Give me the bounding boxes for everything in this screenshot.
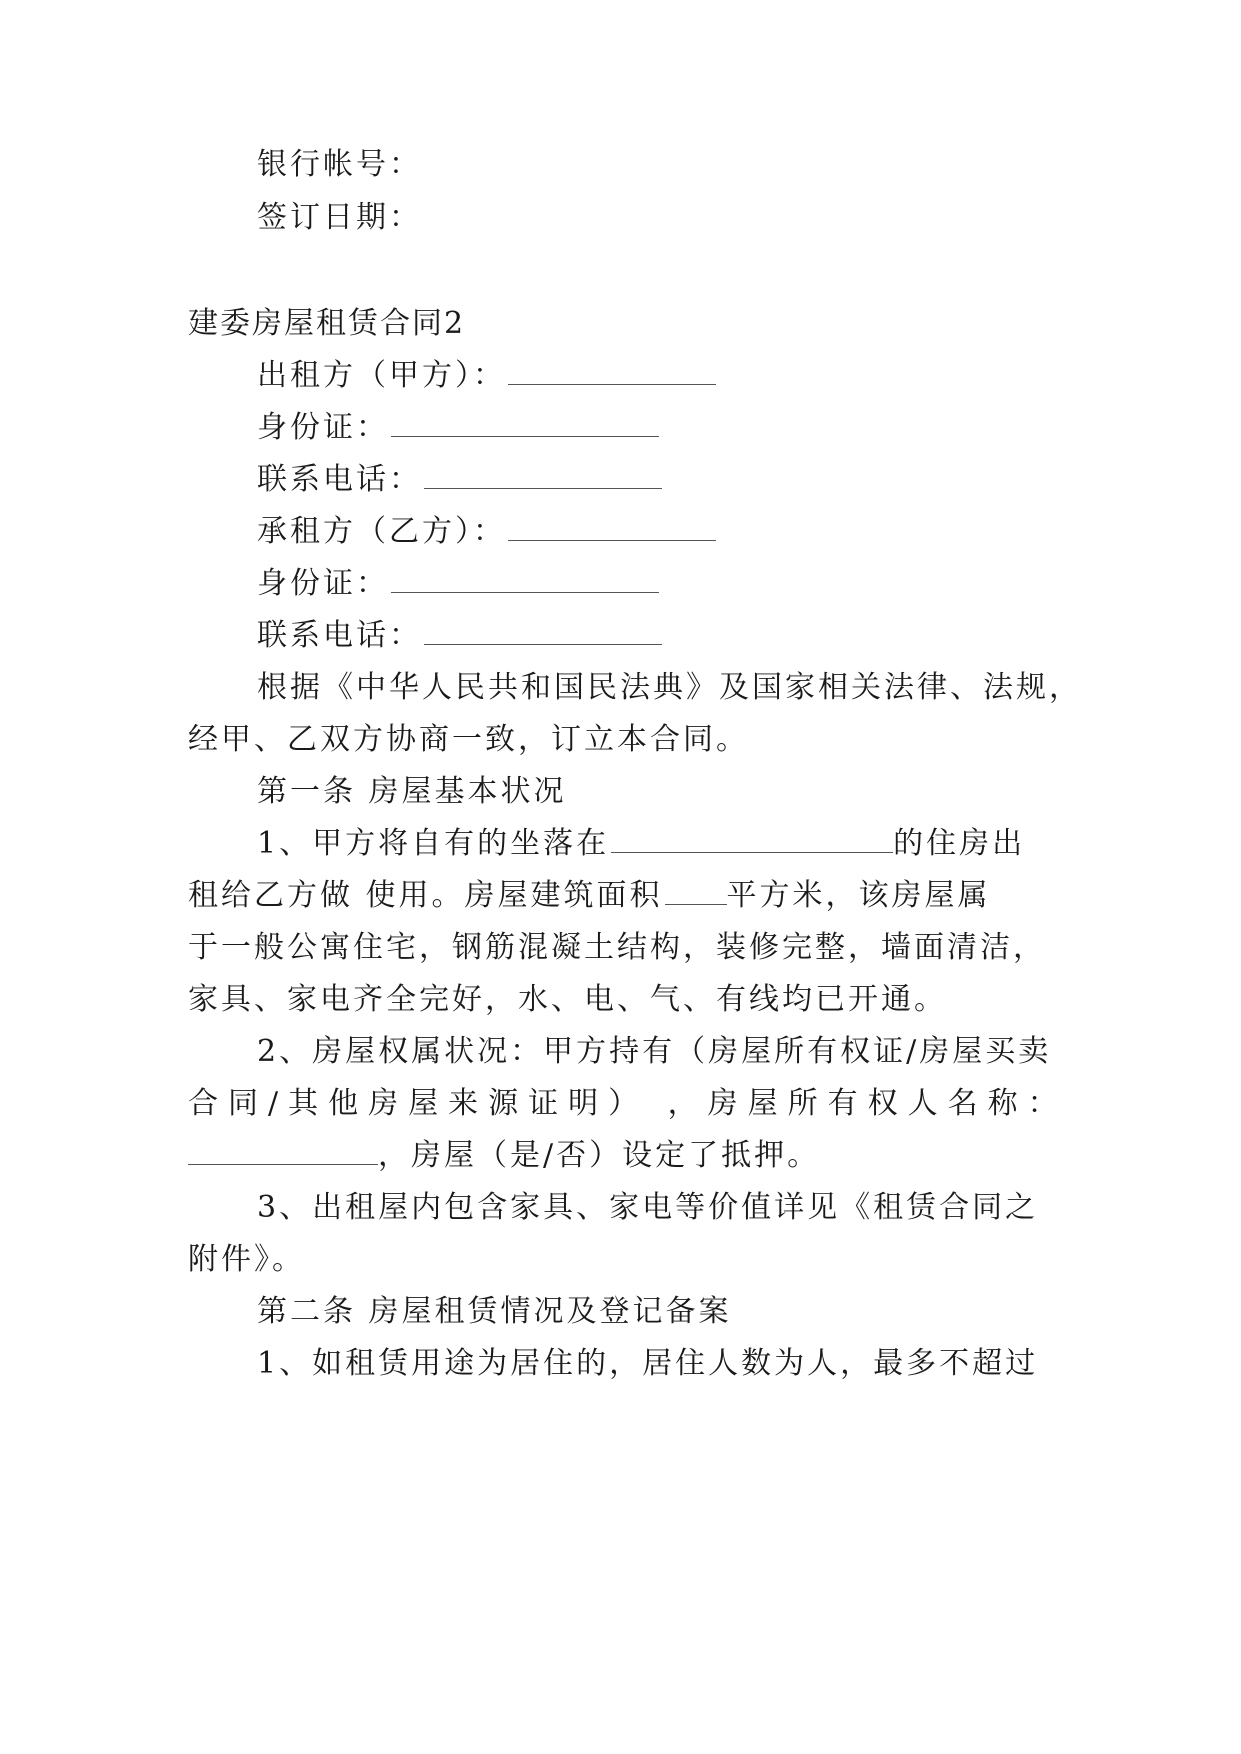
article-1-p1-line-3: 于一般公寓住宅，钢筋混凝土结构，装修完整，墙面清洁，	[188, 930, 1046, 965]
article-1-p1-line-1	[257, 824, 1025, 864]
article-1-p1-line-4: 家具、家电齐全完好，水、电、气、有线均已开通。	[188, 982, 947, 1017]
lessee-id-row	[257, 564, 659, 604]
lessee-blank	[508, 512, 716, 541]
lessor-label: 出租方（甲方）：	[257, 358, 506, 393]
lessor-phone-label: 联系电话：	[257, 462, 422, 497]
lessor-id-row	[257, 408, 659, 448]
lessor-blank	[508, 356, 716, 385]
lessor-row	[257, 356, 716, 396]
lessee-phone-label: 联系电话：	[257, 618, 422, 653]
article-1-p1-line-2	[188, 876, 991, 916]
area-blank	[665, 876, 727, 905]
intro-line-2: 经甲、乙双方协商一致，订立本合同。	[188, 722, 749, 757]
article-1-p1-text-a: 1、甲方将自有的坐落在	[257, 826, 610, 861]
lessee-row	[257, 512, 716, 552]
article-1-heading: 第一条 房屋基本状况	[257, 774, 567, 809]
article-1-p1-line2-text-b: 平方米，该房屋属	[726, 878, 991, 913]
article-1-p1-text-b: 的住房出	[893, 826, 1026, 861]
lessor-id-label: 身份证：	[257, 410, 389, 445]
article-1-p2-line-2: 合同/其他房屋来源证明） ，房屋所有权人名称：	[188, 1086, 1068, 1121]
owner-name-blank	[188, 1136, 378, 1165]
bank-account-label: 银行帐号：	[257, 147, 422, 182]
article-1-p2-line3-text: ，房屋（是/否）设定了抵押。	[378, 1138, 821, 1173]
contract-title: 建委房屋租赁合同2	[188, 306, 466, 341]
lessee-phone-blank	[424, 616, 662, 645]
lessee-id-label: 身份证：	[257, 566, 389, 601]
intro-line-1: 根据《中华人民共和国民法典》及国家相关法律、法规，	[257, 670, 1082, 705]
article-2-p1-line-1: 1、如租赁用途为居住的，居住人数为人，最多不超过	[257, 1346, 1039, 1381]
lessee-id-blank	[391, 564, 659, 593]
article-1-p1-line2-text-a: 租给乙方做 使用。房屋建筑面积	[188, 878, 663, 913]
lessor-phone-blank	[424, 460, 662, 489]
article-1-p2-line-1: 2、房屋权属状况：甲方持有（房屋所有权证/房屋买卖	[257, 1034, 1052, 1069]
sign-date-label: 签订日期：	[257, 200, 422, 235]
article-1-p2-line-3	[188, 1136, 820, 1176]
location-blank	[611, 824, 893, 853]
article-1-p3-line-2: 附件》。	[188, 1242, 305, 1277]
lessor-id-blank	[391, 408, 659, 437]
lessee-phone-row	[257, 616, 662, 656]
lessor-phone-row	[257, 460, 662, 500]
article-1-p3-line-1: 3、出租屋内包含家具、家电等价值详见《租赁合同之	[257, 1190, 1039, 1225]
article-2-heading: 第二条 房屋租赁情况及登记备案	[257, 1294, 732, 1329]
lessee-label: 承租方（乙方）：	[257, 514, 506, 549]
